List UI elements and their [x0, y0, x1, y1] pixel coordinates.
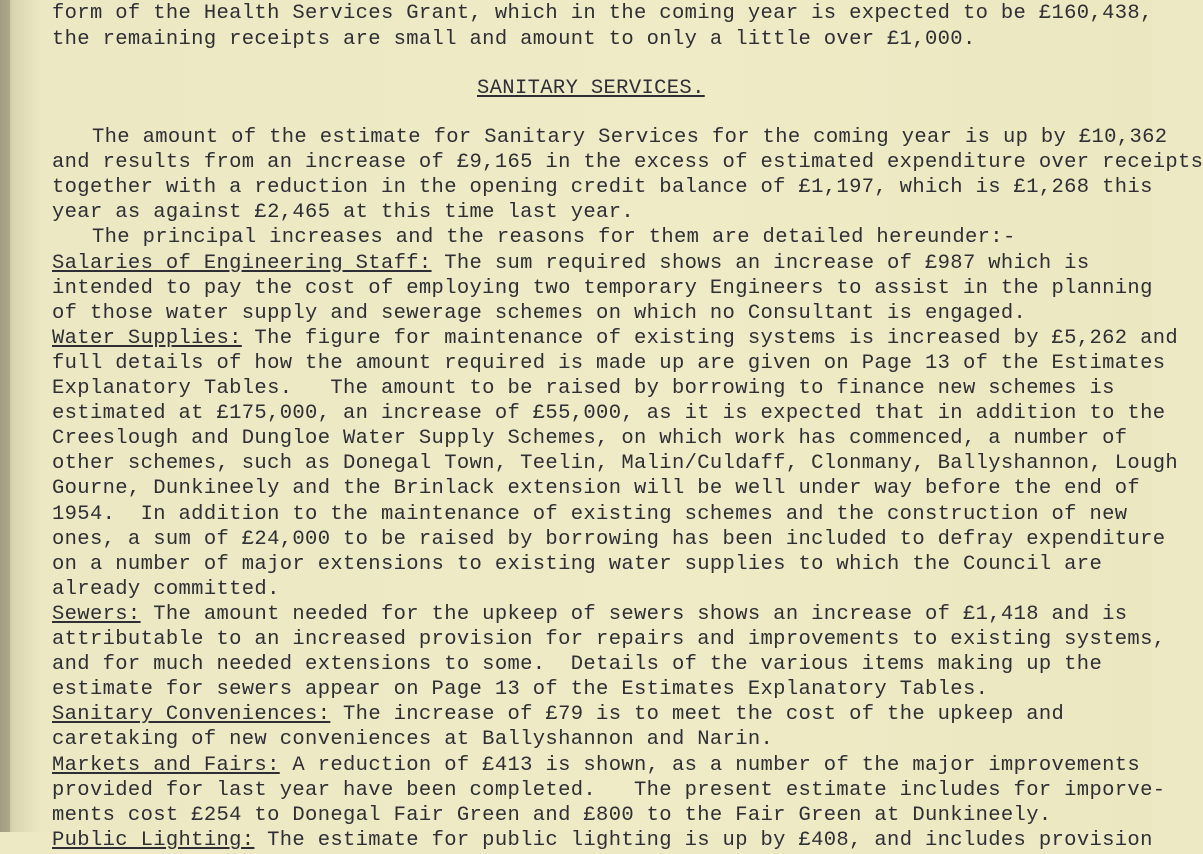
line-text: The amount of the estimate for Sanitary Services for the coming year is up by £10,362 [92, 126, 1168, 149]
line-text: estimated at £175,000, an increase of £55,000, as it is expected that in addition to the [52, 402, 1166, 426]
line-text: caretaking of new conveniences at Ballyshannon and Narin. [52, 728, 774, 752]
line-text: The estimate for public lighting is up by £408, and includes provision [254, 828, 1153, 852]
body-line [52, 753, 1140, 779]
subsection-heading: Public Lighting: [52, 828, 255, 852]
body-line [52, 200, 634, 226]
line-text: ments cost £254 to Donegal Fair Green and £800 to the Fair Green at Dunkineely. [52, 803, 1052, 827]
subsection-heading: Sanitary Conveniences: [52, 703, 331, 727]
body-line [52, 828, 1153, 854]
line-text: on a number of major extensions to existing water supplies to which the Council are [52, 552, 1103, 576]
body-line [52, 778, 1165, 804]
body-line [52, 577, 280, 603]
intro-line: the remaining receipts are small and amount to only a little over £1,000. [52, 28, 976, 51]
line-text: ones, a sum of £24,000 to be raised by borrowing has been included to defray expenditure [52, 527, 1166, 551]
body-line [52, 276, 1153, 302]
line-text: estimate for sewers appear on Page 13 of the Estimates Explanatory Tables. [52, 678, 989, 702]
line-text: year as against £2,465 at this time last year. [52, 201, 634, 225]
line-text: full details of how the amount required is made up are given on Page 13 of the Estimates [52, 351, 1166, 375]
body-line [92, 125, 1167, 151]
body-line [52, 301, 1026, 327]
subsection-heading: Markets and Fairs: [52, 753, 280, 777]
body-line [92, 225, 1016, 251]
line-text: A reduction of £413 is shown, as a number of the major improvements [279, 753, 1141, 777]
body-line [52, 652, 1102, 678]
body-line [52, 552, 1102, 578]
subsection-heading: Sewers: [52, 602, 141, 626]
line-text: Gourne, Dunkineely and the Brinlack extension will be well under way before the end of [52, 477, 1141, 501]
binding-shadow [0, 0, 10, 832]
body-line [52, 426, 1127, 452]
body-line [52, 527, 1165, 553]
body-line [52, 451, 1178, 477]
line-text: attributable to an increased provision for repairs and improvements to existing systems, [52, 628, 1166, 651]
line-text: and results from an increase of £9,165 in the excess of estimated expenditure over receipts [52, 151, 1203, 175]
body-line [52, 702, 1064, 728]
body-line [52, 677, 988, 703]
section-title: SANITARY SERVICES. [477, 77, 705, 100]
body-line [52, 376, 1115, 402]
body-line [52, 351, 1165, 377]
line-text: The sum required shows an increase of £987 which is [431, 251, 1090, 275]
line-text: and for much needed extensions to some. Details of the various items making up the [52, 653, 1103, 677]
line-text: The figure for maintenance of existing systems is increased by £5,262 and [241, 326, 1179, 350]
body-line [52, 251, 1089, 277]
body-line [52, 803, 1052, 829]
line-text: The increase of £79 is to meet the cost of the upkeep and [330, 703, 1065, 727]
body-line [52, 326, 1178, 352]
body-line [52, 150, 1203, 176]
subsection-heading: Water Supplies: [52, 326, 242, 350]
line-text: 1954. In addition to the maintenance of existing schemes and the construction of new [52, 502, 1128, 526]
intro-line: form of the Health Services Grant, which in the coming year is expected to be £160,438, [52, 2, 1153, 25]
line-text: already committed. [52, 577, 280, 601]
line-text: Explanatory Tables. The amount to be raised by borrowing to finance new schemes is [52, 377, 1115, 400]
line-text: provided for last year have been completed. The present estimate includes for imporve- [52, 778, 1166, 802]
body-line [52, 401, 1165, 427]
body-line [52, 727, 773, 753]
line-text: other schemes, such as Donegal Town, Teelin, Malin/Culdaff, Clonmany, Ballyshannon, Lough [52, 452, 1179, 476]
body-line [52, 502, 1127, 528]
body-line [52, 476, 1140, 502]
body-line [52, 602, 1127, 628]
subsection-heading: Salaries of Engineering Staff: [52, 251, 432, 275]
body-line [52, 175, 1153, 201]
line-text: The amount needed for the upkeep of sewers shows an increase of £1,418 and is [140, 602, 1128, 626]
line-text: The principal increases and the reasons for them are detailed hereunder:- [92, 226, 1016, 250]
document-text [52, 0, 1203, 852]
line-text: Creeslough and Dungloe Water Supply Schemes, on which work has commenced, a number of [52, 427, 1128, 451]
line-text: together with a reduction in the opening credit balance of £1,197, which is £1,268 this [52, 176, 1153, 200]
line-text: intended to pay the cost of employing two temporary Engineers to assist in the planning [52, 276, 1153, 300]
body-line [52, 627, 1165, 653]
line-text: of those water supply and sewerage schemes on which no Consultant is engaged. [52, 301, 1027, 325]
